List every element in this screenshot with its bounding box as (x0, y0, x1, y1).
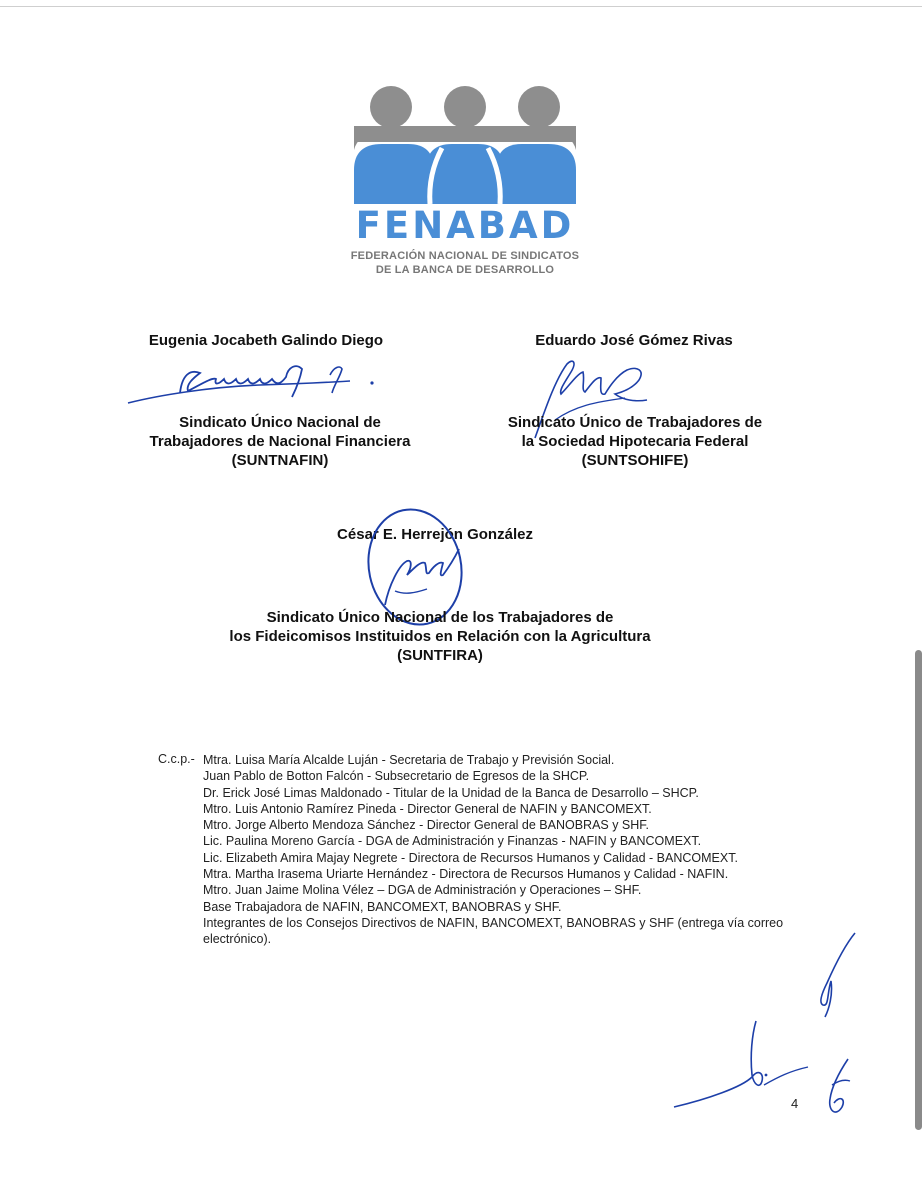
ccp-recipient: Mtro. Juan Jaime Molina Vélez – DGA de Administración y Operaciones – SHF. (203, 883, 642, 898)
union-affiliation (470, 413, 800, 470)
scrollbar[interactable] (915, 650, 922, 1130)
page-number: 4 (791, 1096, 799, 1111)
ccp-recipient: Mtra. Martha Irasema Uriarte Hernández - Directora de Recursos Humanos y Calidad - NAFIN. (203, 867, 729, 882)
union-acronym: (SUNTSOHIFE) (581, 452, 689, 469)
logo-wordmark: FENABAD (355, 204, 575, 247)
union-name-line: Trabajadores de Nacional Financiera (149, 433, 411, 450)
ccp-recipient: Mtro. Jorge Alberto Mendoza Sánchez - Director General de BANOBRAS y SHF. (203, 818, 650, 833)
fenabad-logo (336, 78, 594, 298)
ccp-recipient: Lic. Paulina Moreno García - DGA de Administración y Finanzas - NAFIN y BANCOMEXT. (203, 834, 702, 849)
ccp-recipient: Dr. Erick José Limas Maldonado - Titular de la Unidad de la Banca de Desarrollo – SHCP. (203, 785, 699, 800)
ccp-recipient: Integrantes de los Consejos Directivos de NAFIN, BANCOMEXT, BANOBRAS y SHF (entrega vía correo electrónico). (203, 915, 784, 947)
logo-emblem (336, 78, 594, 208)
ccp-recipient: Base Trabajadora de NAFIN, BANCOMEXT, BANOBRAS y SHF. (203, 899, 562, 914)
union-name-line: Sindicato Único Nacional de (179, 414, 381, 431)
logo-subtitle (336, 249, 594, 277)
union-acronym: (SUNTFIRA) (397, 647, 483, 664)
union-name-line: la Sociedad Hipotecaria Federal (521, 433, 749, 450)
union-name-line: los Fideicomisos Instituidos en Relación con la Agricultura (229, 628, 651, 645)
union-acronym: (SUNTNAFIN) (231, 452, 329, 469)
union-name-line: Sindicato Único de Trabajadores de (507, 414, 763, 431)
signature-scribble (120, 355, 390, 415)
logo-subtitle-line: FEDERACIÓN NACIONAL DE SINDICATOS (350, 250, 580, 262)
ccp-recipient: Mtro. Luis Antonio Ramírez Pineda - Director General de NAFIN y BANCOMEXT. (203, 801, 652, 816)
margin-initials (805, 925, 865, 1025)
ccp-recipient: Lic. Elizabeth Amira Majay Negrete - Directora de Recursos Humanos y Calidad - BANCOMEXT. (203, 850, 738, 865)
ccp-recipient: Juan Pablo de Botton Falcón - Subsecretario de Egresos de la SHCP. (203, 769, 590, 784)
margin-initials (818, 1055, 858, 1125)
ccp-list (203, 752, 803, 948)
union-name-line: Sindicato Único Nacional de los Trabajadores de (266, 609, 614, 626)
union-affiliation (100, 413, 460, 470)
signatory-name: Eugenia Jocabeth Galindo Diego (148, 332, 384, 349)
ccp-label: C.c.p.- (158, 752, 195, 766)
signatory-name: César E. Herrejón González (337, 526, 533, 543)
union-affiliation (160, 608, 720, 665)
signatory-name: Eduardo José Gómez Rivas (535, 332, 733, 349)
top-rule (0, 6, 922, 7)
logo-subtitle-line: DE LA BANCA DE DESARROLLO (375, 264, 555, 276)
ccp-recipient: Mtra. Luisa María Alcalde Luján - Secretaria de Trabajo y Previsión Social. (203, 753, 615, 767)
